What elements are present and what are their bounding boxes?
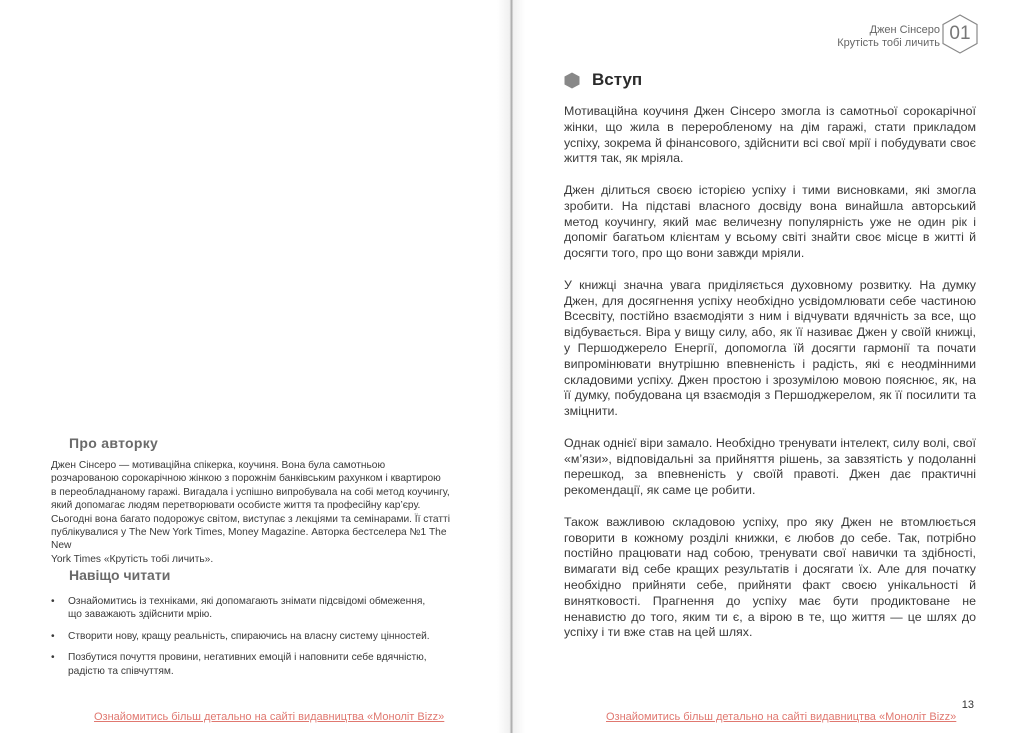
list-item xyxy=(51,630,451,643)
list-item xyxy=(51,595,451,622)
why-read-list xyxy=(51,595,451,686)
paragraph: Однак однієї віри замало. Необхідно тренувати інтелект, силу волі, свої «м’язи», відповідальні за прийняття рішень, за завзятість у подоланні перешкод, за впевненість у своїй правоті. Джен дає практичні рекомендації, як саме це робити. xyxy=(564,435,976,498)
hexagon-icon xyxy=(564,72,580,89)
bullet-icon: • xyxy=(51,630,55,642)
right-page xyxy=(512,0,1024,733)
chapter-number: 01 xyxy=(949,23,971,44)
section-title: Вступ xyxy=(592,70,643,89)
why-read-heading: Навіщо читати xyxy=(69,567,171,583)
bullet-icon: • xyxy=(51,596,55,607)
left-page xyxy=(0,0,510,733)
about-line: який допомагає людям перетворювати особисте життя та професійну кар’єру. xyxy=(51,500,421,512)
paragraph: Джен ділиться своєю історією успіху і тими висновками, які змогла зробити. На підставі власного досвіду вона винайшла авторський метод коучингу, який має величезну популярність уже не один рік і допоміг багатьом клієнтам у всьому світі знайти своє місце в житті й досягти того, про що вони завжди мріяли. xyxy=(564,182,976,261)
about-author-text xyxy=(51,459,456,566)
list-item-line: Створити нову, кращу реальність, спираючись на власну систему цінностей. xyxy=(68,630,430,642)
about-line: York Times «Крутість тобі личить». xyxy=(51,553,214,565)
list-item-line: що заважають здійснити мрію. xyxy=(68,609,213,621)
list-item-line: радістю та співчуттям. xyxy=(68,665,174,677)
paragraph: Мотиваційна коучиня Джен Сінсеро змогла із самотньої сорокарічної жінки, що жила в переробленому на дім гаражі, стати прикладом успіху, зокрема й фінансового, здійснити всі свої мрії і побудувати своє життя так, як мріяла. xyxy=(564,104,976,166)
running-header xyxy=(837,24,940,50)
list-item-line: Позбутися почуття провини, негативних емоцій і наповнити себе вдячністю, xyxy=(68,652,427,664)
page-number: 13 xyxy=(961,699,974,711)
paragraph: Також важливою складовою успіху, про яку Джен не втомлюється говорити в кожному розділі книжки, є любов до себе. Так, потрібно постійно працювати над собою, тренувати свої навички та здібності, вимагати від себе кращих результатів і досягати їх. Але для початку необхідно прийняти себе, прийняти факт своєю унікальності й винятковості. Прагнення до успіху має бути продиктоване не ненавистю до того, яким ти є, а вірою в те, що життя — це шлях до успіху і ти вже став на цей шлях. xyxy=(564,514,976,640)
paragraph: У книжці значна увага приділяється духовному розвитку. На думку Джен, для досягнення успіху необхідно усвідомлювати себе частиною Всесвіту, постійно взаємодіяти з ним і відчувати вдячність за все, що відбувається. Віра у вищу силу, або, як її називає Джен у своїй книжці, у Першоджерело Енергії, допомогла їй досягти гармонії та почати випромінювати внутрішню впевненість і радість, які є неодмінними складовими успіху. Джен простою і зрозумілою мовою пояснює, як, на її думку, побудована ця взаємодія з Першоджерелом, як її посилити та зміцнити. xyxy=(564,277,976,419)
list-item-line: Ознайомитись із техніками, які допомагають знімати підсвідомі обмеження, xyxy=(68,596,426,607)
about-author-heading: Про авторку xyxy=(69,435,159,451)
about-line: Сьогодні вона багато подорожує світом, виступає з лекціями та семінарами. Її статті xyxy=(51,513,450,525)
header-author: Джен Сінсеро xyxy=(869,24,940,36)
publisher-link-left[interactable]: Ознайомитись більш детально на сайті видавництва «Моноліт Bizz» xyxy=(94,711,445,723)
intro-body xyxy=(564,104,976,657)
bullet-icon: • xyxy=(51,652,55,664)
about-line: публікувалися у The New York Times, Money Magazine. Авторка бестселера №1 The New xyxy=(51,527,447,552)
about-line: в переобладнаному гаражі. Вигадала і успішно випробувала на собі метод коучингу, xyxy=(51,486,450,498)
list-item xyxy=(51,651,451,678)
publisher-link-right[interactable]: Ознайомитись більш детально на сайті видавництва «Моноліт Bizz» xyxy=(606,711,957,723)
about-line: Джен Сінсеро — мотиваційна спікерка, коучиня. Вона була самотньою xyxy=(51,460,386,471)
about-line: розчарованою сорокарічною жінкою з порожнім банківським рахунком і квартирою xyxy=(51,473,441,485)
header-book-title: Крутість тобі личить xyxy=(837,37,940,49)
